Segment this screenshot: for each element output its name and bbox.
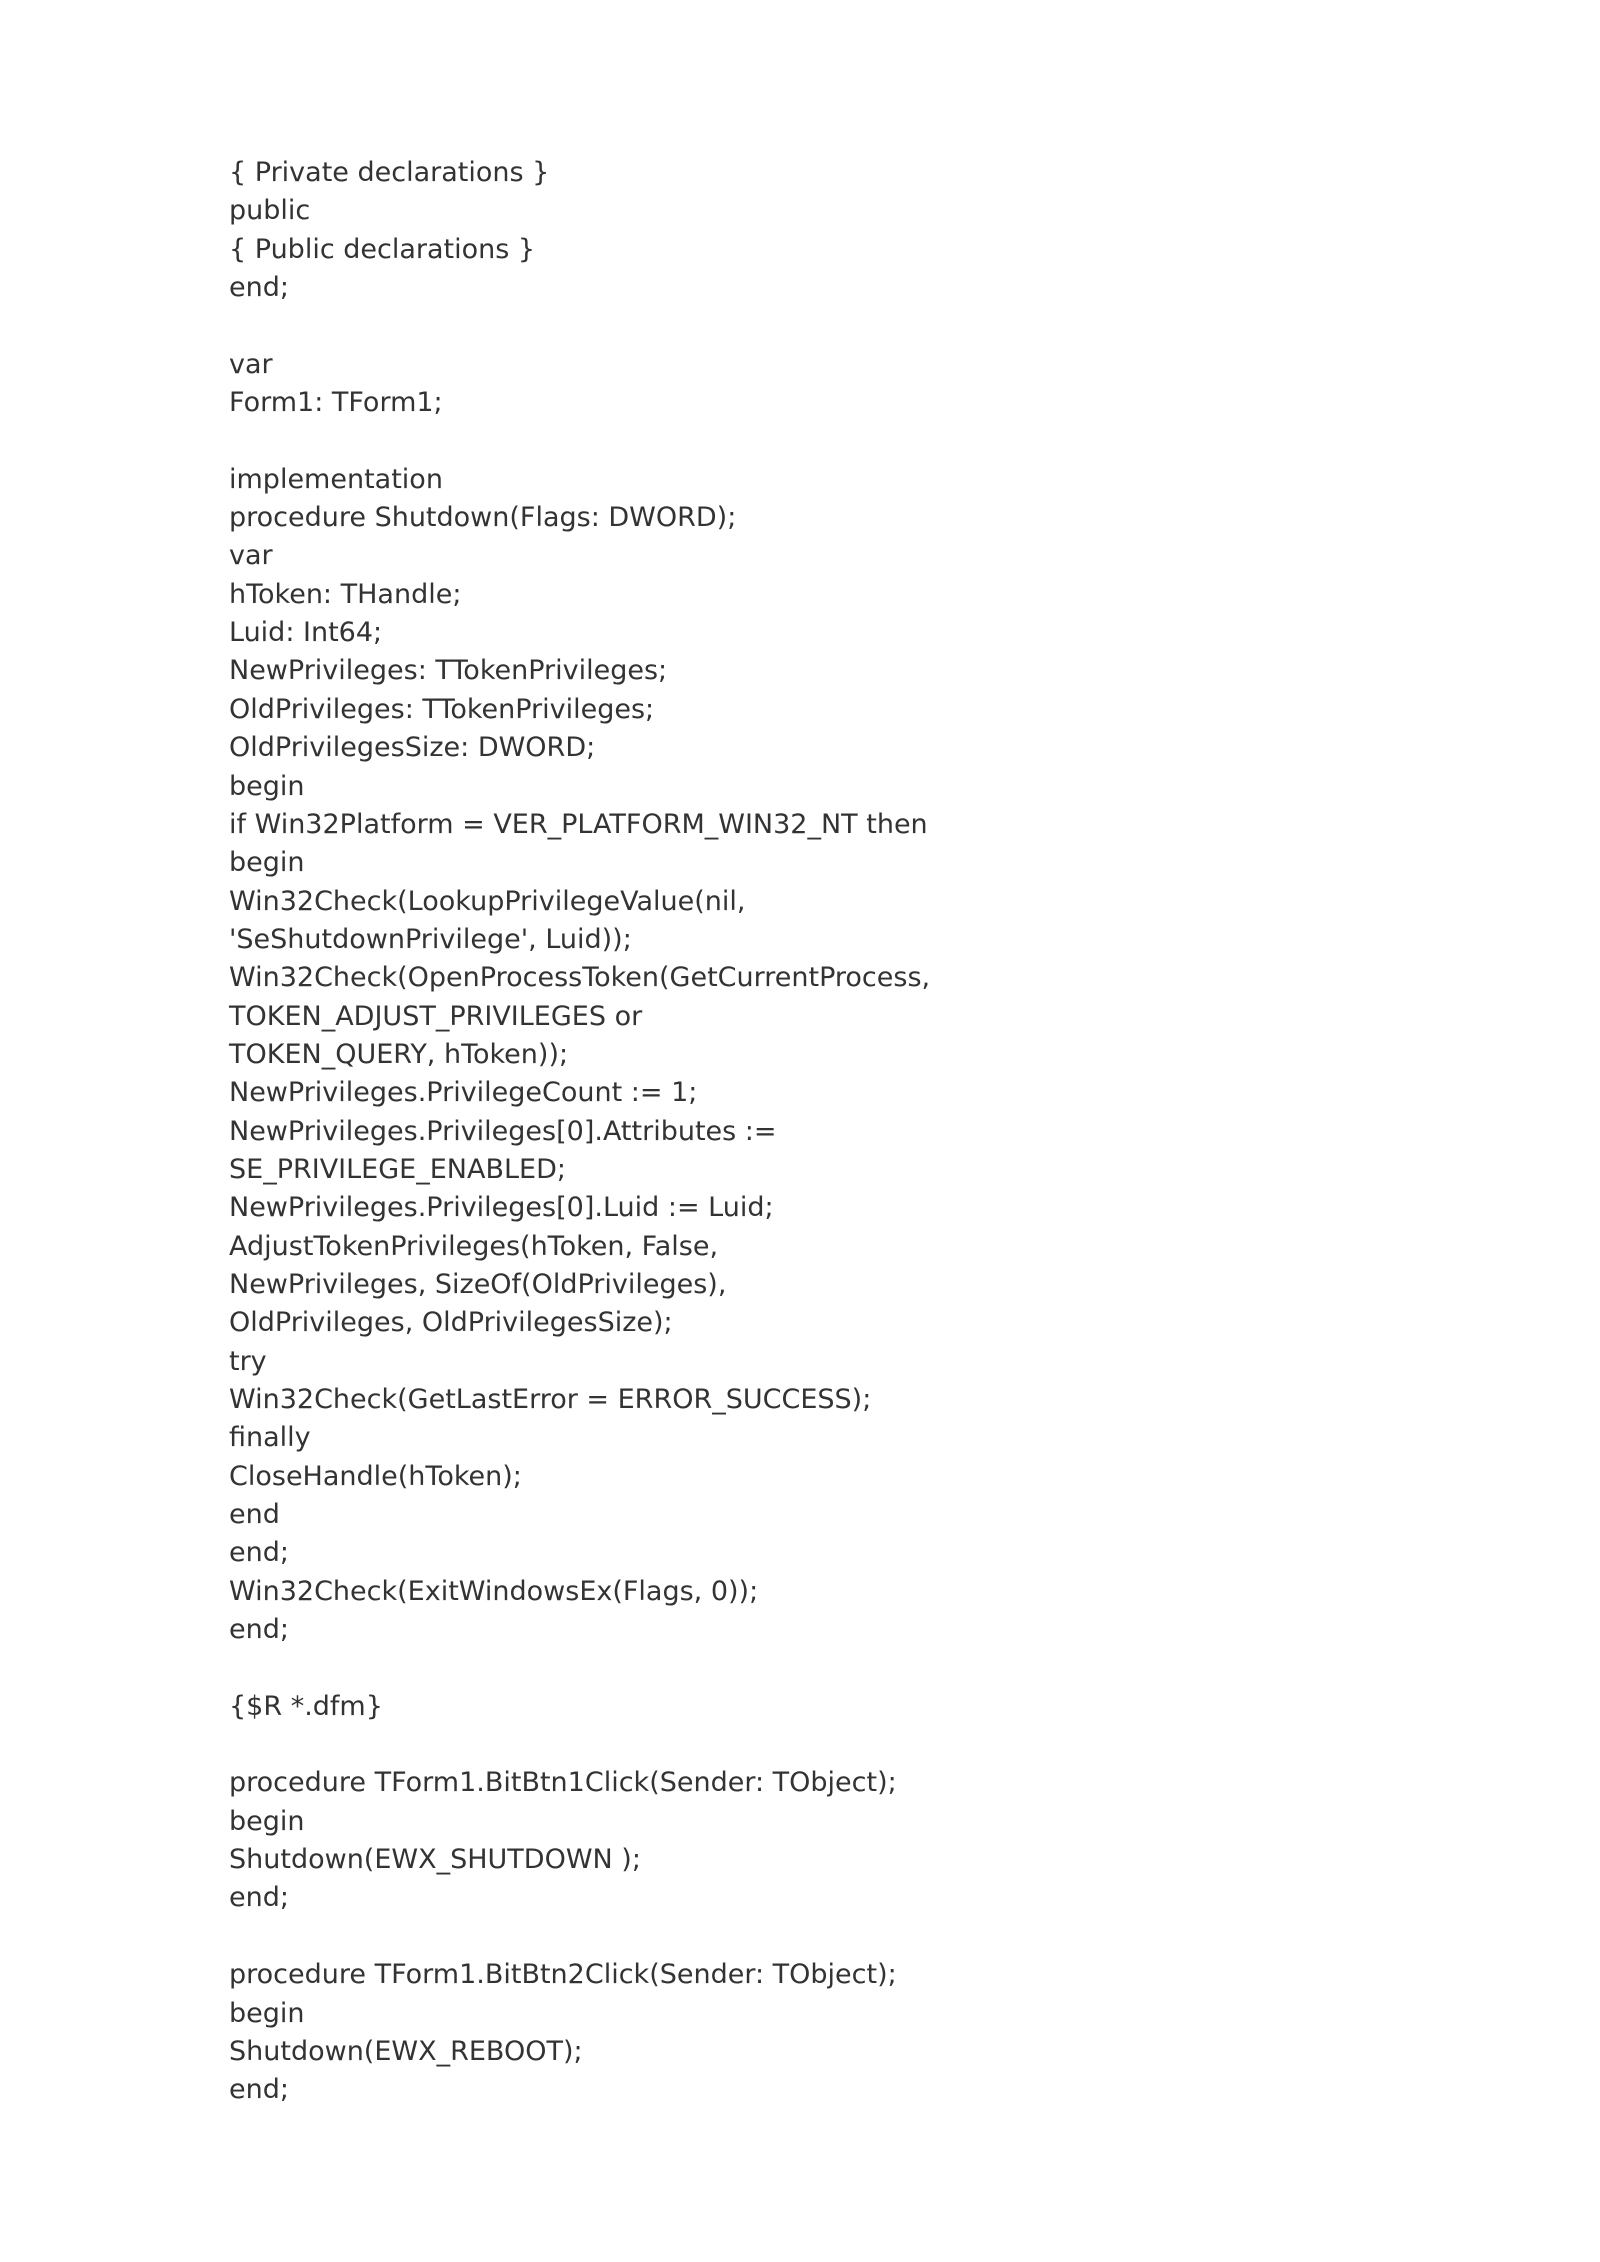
code-line: if Win32Platform = VER_PLATFORM_WIN32_NT then xyxy=(229,808,928,840)
code-line: begin xyxy=(229,1997,305,2029)
code-line: TOKEN_ADJUST_PRIVILEGES or xyxy=(229,1000,643,1032)
code-line: end xyxy=(229,1499,280,1531)
blank-line xyxy=(229,1649,1369,1687)
blank-line xyxy=(229,422,1369,460)
code-line: NewPrivileges, SizeOf(OldPrivileges), xyxy=(229,1268,727,1300)
code-line: CloseHandle(hToken); xyxy=(229,1460,522,1492)
code-line: public xyxy=(229,195,311,227)
code-line: NewPrivileges.Privileges[0].Attributes := xyxy=(229,1115,777,1147)
code-line: Win32Check(ExitWindowsEx(Flags, 0)); xyxy=(229,1575,759,1607)
code-line: implementation xyxy=(229,463,443,495)
code-line: NewPrivileges: TTokenPrivileges; xyxy=(229,655,668,687)
code-line: SE_PRIVILEGE_ENABLED; xyxy=(229,1153,566,1185)
code-line: OldPrivileges, OldPrivilegesSize); xyxy=(229,1307,673,1339)
code-line: begin xyxy=(229,1805,305,1837)
code-line: Shutdown(EWX_REBOOT); xyxy=(229,2035,583,2067)
code-line: end; xyxy=(229,1614,289,1646)
code-line: { Private declarations } xyxy=(229,157,550,188)
code-line: procedure Shutdown(Flags: DWORD); xyxy=(229,502,737,534)
code-line: end; xyxy=(229,1882,289,1914)
code-line: AdjustTokenPrivileges(hToken, False, xyxy=(229,1230,719,1262)
code-line: procedure TForm1.BitBtn2Click(Sender: TObject); xyxy=(229,1959,897,1991)
code-line: Win32Check(GetLastError = ERROR_SUCCESS); xyxy=(229,1384,872,1415)
code-line: var xyxy=(229,540,273,572)
code-line: TOKEN_QUERY, hToken)); xyxy=(229,1038,569,1070)
code-line: OldPrivilegesSize: DWORD; xyxy=(229,732,596,764)
code-line: end; xyxy=(229,272,289,304)
code-line: Win32Check(LookupPrivilegeValue(nil, xyxy=(229,885,746,917)
code-line: procedure TForm1.BitBtn1Click(Sender: TObject); xyxy=(229,1767,897,1799)
code-line: Form1: TForm1; xyxy=(229,387,443,419)
code-line: begin xyxy=(229,770,305,802)
code-listing xyxy=(229,154,1369,2110)
code-line: begin xyxy=(229,847,305,879)
code-line: hToken: THandle; xyxy=(229,578,462,610)
code-line: 'SeShutdownPrivilege', Luid)); xyxy=(229,923,632,955)
blank-line xyxy=(229,1726,1369,1764)
code-line: { Public declarations } xyxy=(229,233,536,265)
code-line: try xyxy=(229,1345,267,1377)
code-line: NewPrivileges.PrivilegeCount := 1; xyxy=(229,1077,698,1109)
code-line: {$R *.dfm} xyxy=(229,1690,383,1722)
code-line: Luid: Int64; xyxy=(229,617,383,649)
code-line: end; xyxy=(229,2074,289,2106)
code-line: Shutdown(EWX_SHUTDOWN ); xyxy=(229,1844,641,1876)
blank-line xyxy=(229,1918,1369,1956)
code-line: end; xyxy=(229,1537,289,1569)
code-line: OldPrivileges: TTokenPrivileges; xyxy=(229,693,655,725)
code-line: finally xyxy=(229,1422,311,1454)
code-line: Win32Check(OpenProcessToken(GetCurrentProcess, xyxy=(229,962,931,994)
code-line: var xyxy=(229,348,273,380)
blank-line xyxy=(229,307,1369,345)
code-line: NewPrivileges.Privileges[0].Luid := Luid; xyxy=(229,1192,774,1224)
